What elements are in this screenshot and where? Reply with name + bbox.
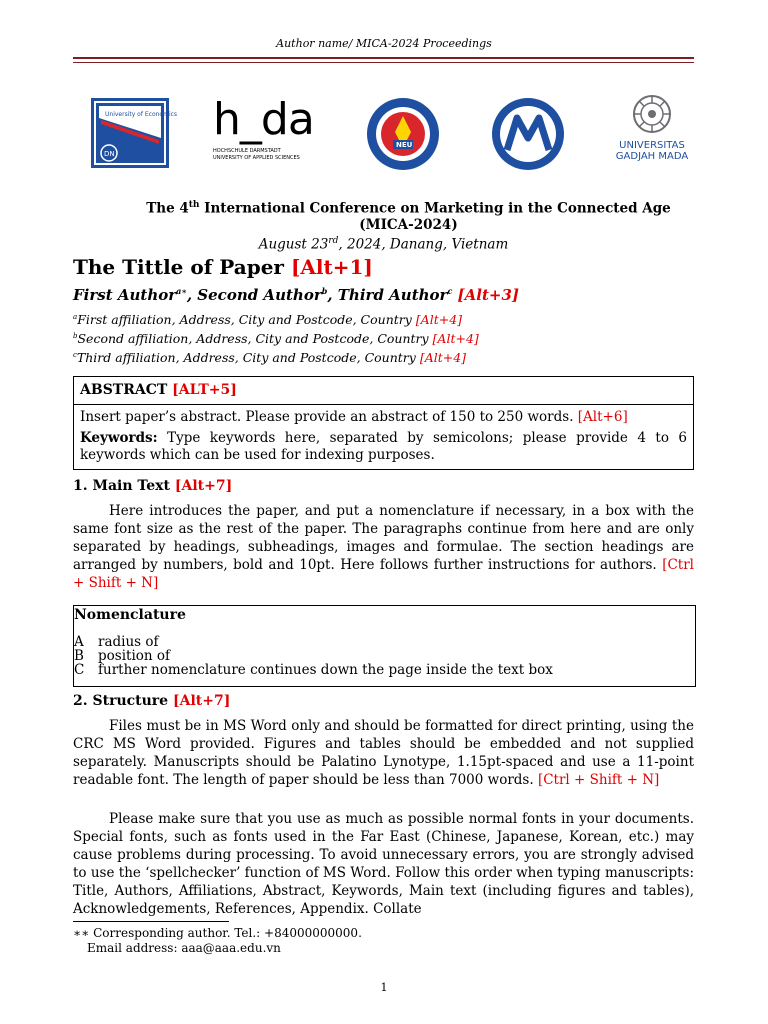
logo-row — [73, 92, 694, 172]
hda-logo-mark: h_da — [213, 94, 314, 145]
ugm-logo-line1: UNIVERSITAS — [619, 140, 685, 151]
section-heading-main-text: 1. Main Text [Alt+7] — [73, 478, 233, 494]
university-of-economics-logo — [91, 98, 178, 168]
affiliation-item: $^b$Second affiliation, Address, City and Postcode, Country [Alt+4] — [73, 331, 479, 347]
ugm-logo — [610, 92, 694, 170]
conference-date: August 23rd, 2024, Danang, Vietnam — [258, 235, 509, 252]
svg-text:DN: DN — [104, 150, 115, 158]
nomenclature-title: Nomenclature — [74, 607, 186, 623]
structure-paragraph-2: Please make sure that you use as much as possible normal fonts in your documents. Special fonts, such as fonts used in the Far East (Chinese, Japanese, Korean, etc.) may cause problems during processing. To avoid unnecessary errors, you are strongly advised to use the ‘spellchecker’ function of MS Word. Follow this order when typing manuscripts: Title, Authors, Affiliations, Abstract, Keywords, Main text (including figures and tables), Acknowledgements, References, Appendix. Collate — [73, 811, 694, 917]
hda-logo-line2: UNIVERSITY OF APPLIED SCIENCES — [213, 155, 300, 161]
affiliation-list — [73, 309, 479, 366]
hda-logo — [213, 94, 323, 168]
finance-university-logo — [489, 96, 567, 172]
page-number: 1 — [380, 981, 388, 994]
ugm-emblem-icon — [632, 92, 672, 136]
ugm-logo-line2: GADJAH MADA — [615, 151, 689, 162]
conference-title-line2: (MICA-2024) — [359, 216, 458, 233]
conference-info — [73, 197, 694, 252]
neu-seal-logo — [365, 96, 441, 172]
author-list: First Author$^{a∗}$, Second Author$^b$, Third Author$^c$ [Alt+3] — [73, 286, 520, 304]
footnote-rule — [73, 921, 229, 922]
conference-title: The 4th International Conference on Marketing in the Connected Age (MICA-2024) — [146, 200, 671, 233]
neu-seal-text: NEU — [396, 141, 413, 149]
section-heading-structure: 2. Structure [Alt+7] — [73, 693, 231, 709]
nomenclature-box — [73, 605, 696, 687]
abstract-box — [73, 376, 694, 470]
footnote: ∗∗ Corresponding author. Tel.: +84000000000. Email address: aaa@aaa.edu.vn — [73, 926, 362, 955]
style-hint: [ALT+5] — [172, 382, 237, 398]
ueh-logo-text: University of Economics — [105, 111, 178, 118]
paper-title: The Tittle of Paper [Alt+1] — [73, 255, 373, 279]
main-text-paragraph: Here introduces the paper, and put a nomenclature if necessary, in a box with the same font size as the rest of the paper. The paragraphs continue from here and are only separated by headings, subheadings, images and formulae. The section headings are arranged by numbers, bold and 10pt. Here follows further instructions for authors. [Ctrl + Shift + N] — [73, 503, 694, 591]
running-header: Author name/ MICA-2024 Proceedings — [276, 37, 492, 50]
nomenclature-item: C further nomenclature continues down the page inside the text box — [74, 662, 553, 678]
abstract-text: Insert paper’s abstract. Please provide an abstract of 150 to 250 words. [Alt+6] — [80, 409, 628, 425]
affiliation-item: $^c$Third affiliation, Address, City and Postcode, Country [Alt+4] — [73, 350, 467, 366]
style-hint: [Alt+3] — [452, 286, 520, 304]
style-hint: [Alt+1] — [290, 255, 373, 279]
keywords: Keywords: Type keywords here, separated by semicolons; please provide 4 to 6 keywords which can be used for indexing purposes. — [80, 429, 687, 463]
abstract-heading: ABSTRACT [ALT+5] — [74, 377, 693, 405]
nomenclature-item: B position of — [74, 648, 170, 664]
structure-paragraph-1: Files must be in MS Word only and should be formatted for direct printing, using the CRC MS Word provided. Figures and tables should be embedded and not supplied separately. Manuscripts should be Palatino Lynotype, 1.15pt-spaced and use a 11-point readable font. The length of paper should be less than 7000 words. [Ctrl + Shift + N] — [73, 718, 694, 788]
header-rule — [73, 57, 694, 63]
affiliation-item: $^a$First affiliation, Address, City and Postcode, Country [Alt+4] — [73, 312, 463, 328]
nomenclature-item: A radius of — [74, 634, 159, 650]
hda-logo-line1: HOCHSCHULE DARMSTADT — [213, 148, 281, 154]
abstract-body — [74, 405, 693, 465]
